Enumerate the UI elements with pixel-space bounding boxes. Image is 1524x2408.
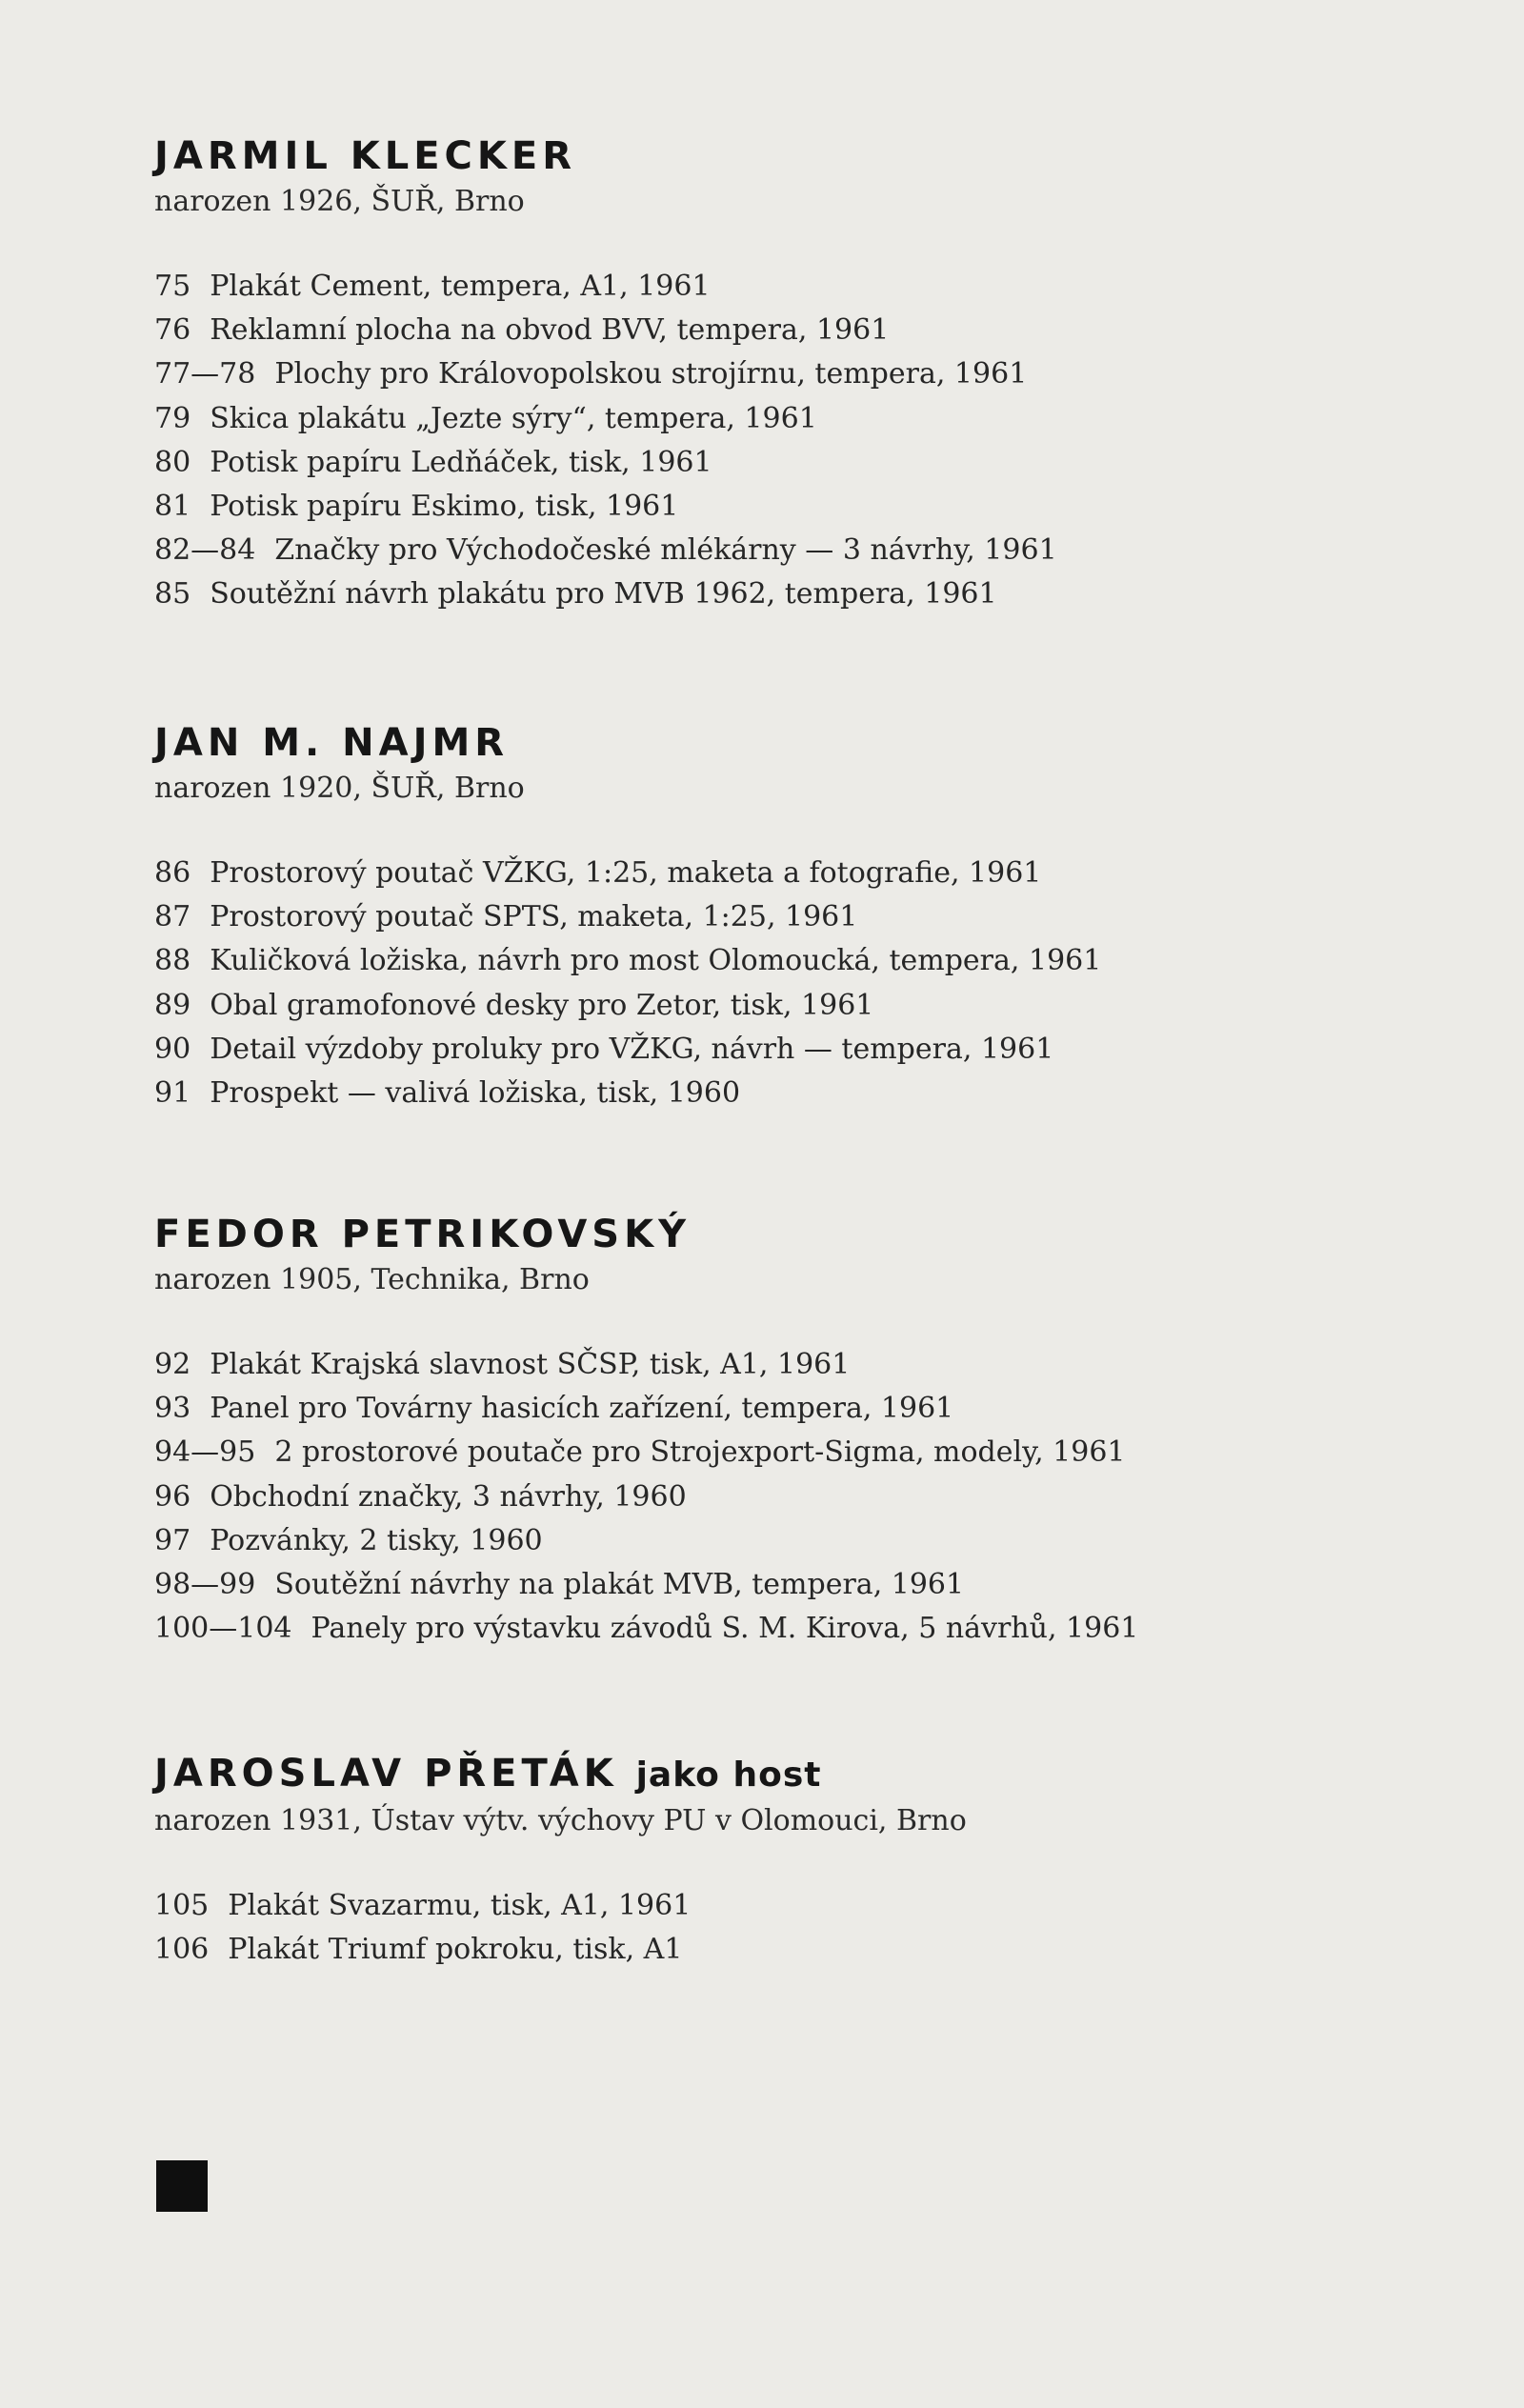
- work-number: 75: [154, 270, 191, 303]
- work-item: [154, 352, 1393, 396]
- work-number: 89: [154, 988, 191, 1022]
- work-number: 80: [154, 445, 191, 479]
- works-list: [154, 265, 1393, 617]
- work-item: [154, 895, 1393, 939]
- work-number: 79: [154, 401, 191, 435]
- artist-name: [154, 133, 1393, 179]
- artist-section-najmr: [154, 720, 1393, 1115]
- artist-name-text: JARMIL KLECKER: [154, 134, 577, 178]
- artist-section-pretak: [154, 1751, 1393, 1972]
- work-title: Plochy pro Královopolskou strojírnu, tempera, 1961: [274, 357, 1028, 391]
- work-title: Detail výzdoby proluky pro VŽKG, návrh — tempera, 1961: [210, 1032, 1054, 1066]
- artist-name: [154, 1212, 1393, 1257]
- work-title: Potisk papíru Ledňáček, tisk, 1961: [210, 445, 712, 479]
- work-number: 97: [154, 1523, 191, 1557]
- work-item: [154, 984, 1393, 1028]
- work-title: Kuličková ložiska, návrh pro most Olomoucká, tempera, 1961: [210, 944, 1102, 978]
- work-title: Potisk papíru Eskimo, tisk, 1961: [210, 490, 679, 524]
- work-number: 94—95: [154, 1435, 256, 1470]
- work-number: 90: [154, 1032, 191, 1066]
- work-number: 98—99: [154, 1568, 256, 1602]
- work-title: Plakát Triumf pokroku, tisk, A1: [228, 1933, 683, 1967]
- work-number: 91: [154, 1076, 191, 1111]
- work-item: [154, 1343, 1393, 1387]
- work-number: 105: [154, 1889, 210, 1922]
- work-title: Značky pro Východočeské mlékárny — 3 návrhy, 1961: [274, 533, 1057, 568]
- work-title: Obchodní značky, 3 návrhy, 1960: [210, 1479, 687, 1514]
- work-item: [154, 1475, 1393, 1519]
- work-number: 82—84: [154, 533, 256, 568]
- work-title: Pozvánky, 2 tisky, 1960: [210, 1523, 543, 1557]
- work-title: Obal gramofonové desky pro Zetor, tisk, 1961: [210, 988, 874, 1022]
- work-title: Soutěžní návrhy na plakát MVB, tempera, 1961: [274, 1568, 965, 1602]
- work-number: 96: [154, 1479, 191, 1514]
- work-number: 81: [154, 490, 191, 524]
- work-item: [154, 529, 1393, 572]
- artist-name-text: FEDOR PETRIKOVSKÝ: [154, 1213, 692, 1256]
- work-item: [154, 485, 1393, 529]
- work-item: [154, 1928, 1393, 1972]
- work-item: [154, 939, 1393, 983]
- work-item: [154, 1563, 1393, 1607]
- work-title: Prostorový poutač VŽKG, 1:25, maketa a fotografie, 1961: [210, 856, 1042, 890]
- work-item: [154, 397, 1393, 441]
- work-title: Prospekt — valivá ložiska, tisk, 1960: [210, 1076, 741, 1111]
- artist-name-text: JAN M. NAJMR: [154, 721, 510, 765]
- artist-info: narozen 1905, Technika, Brno: [154, 1263, 590, 1296]
- work-title: Panely pro výstavku závodů S. M. Kirova, 5 návrhů, 1961: [311, 1612, 1139, 1646]
- work-item: [154, 1028, 1393, 1072]
- work-item: [154, 1519, 1393, 1563]
- work-number: 77—78: [154, 357, 256, 391]
- work-item: [154, 572, 1393, 616]
- work-title: 2 prostorové poutače pro Strojexport-Sigma, modely, 1961: [274, 1435, 1126, 1470]
- works-list: [154, 1884, 1393, 1972]
- work-item: [154, 309, 1393, 352]
- work-number: 93: [154, 1392, 191, 1426]
- work-title: Plakát Cement, tempera, A1, 1961: [210, 270, 711, 303]
- work-number: 85: [154, 577, 191, 612]
- works-list: [154, 852, 1393, 1115]
- work-number: 100—104: [154, 1612, 292, 1646]
- work-title: Plakát Svazarmu, tisk, A1, 1961: [228, 1889, 692, 1922]
- work-item: [154, 1387, 1393, 1431]
- work-title: Prostorový poutač SPTS, maketa, 1:25, 1961: [210, 900, 858, 934]
- work-number: 87: [154, 900, 191, 934]
- artist-info: narozen 1926, ŠUŘ, Brno: [154, 185, 525, 218]
- artist-name: [154, 1751, 1393, 1798]
- guest-note: jako host: [635, 1756, 822, 1795]
- work-item: [154, 1072, 1393, 1115]
- artist-info: narozen 1931, Ústav výtv. výchovy PU v Olomouci, Brno: [154, 1804, 967, 1837]
- works-list: [154, 1343, 1393, 1651]
- artist-name: [154, 720, 1393, 766]
- work-number: 76: [154, 313, 191, 348]
- black-square-mark: [156, 2160, 208, 2212]
- work-item: [154, 1884, 1393, 1928]
- work-item: [154, 1431, 1393, 1475]
- artist-name-text: JAROSLAV PŘETÁK: [154, 1752, 618, 1796]
- artist-info: narozen 1920, ŠUŘ, Brno: [154, 772, 525, 805]
- work-title: Reklamní plocha na obvod BVV, tempera, 1961: [210, 313, 890, 348]
- work-number: 86: [154, 856, 191, 890]
- work-item: [154, 265, 1393, 309]
- artist-section-klecker: [154, 133, 1393, 617]
- work-item: [154, 852, 1393, 895]
- work-number: 88: [154, 944, 191, 978]
- work-item: [154, 441, 1393, 485]
- work-title: Soutěžní návrh plakátu pro MVB 1962, tempera, 1961: [210, 577, 997, 612]
- work-title: Panel pro Továrny hasicích zařízení, tempera, 1961: [210, 1392, 954, 1426]
- artist-section-petrikovsky: [154, 1212, 1393, 1651]
- work-item: [154, 1607, 1393, 1651]
- work-title: Skica plakátu „Jezte sýry“, tempera, 1961: [210, 401, 817, 435]
- work-number: 92: [154, 1348, 191, 1381]
- work-number: 106: [154, 1933, 210, 1967]
- work-title: Plakát Krajská slavnost SČSP, tisk, A1, 1961: [210, 1348, 851, 1381]
